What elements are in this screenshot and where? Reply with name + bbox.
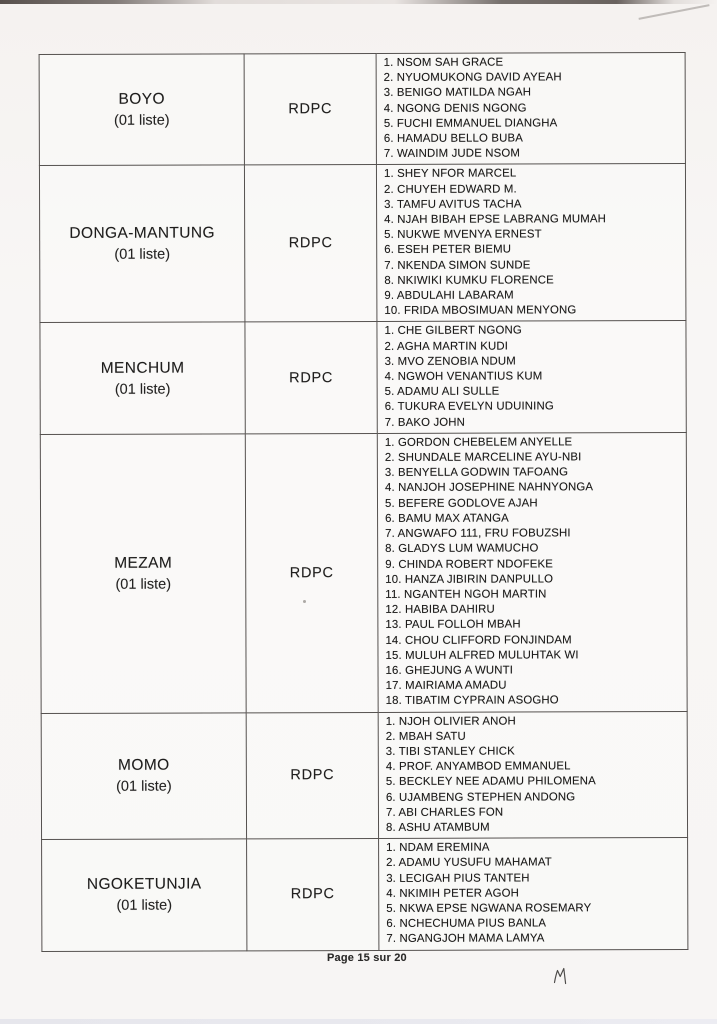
division-name: DONGA-MANTUNG: [69, 224, 215, 243]
liste-count-label: (01 liste): [115, 576, 172, 593]
division-cell: [40, 434, 246, 713]
division-name: MEZAM: [114, 554, 173, 572]
candidate-line: 1. GORDON CHEBELEM ANYELLE: [384, 436, 573, 449]
candidate-line: 7. WAINDIM JUDE NSOM: [383, 147, 521, 161]
division-name: NGOKETUNJIA: [86, 875, 202, 894]
party-cell: [246, 712, 378, 839]
candidate-line: 2. NYUOMUKONG DAVID AYEAH: [383, 71, 562, 85]
table-row: [39, 164, 685, 323]
party-label: RDPC: [290, 886, 335, 903]
candidate-line: 10. HANZA JIBIRIN DANPULLO: [385, 573, 554, 586]
candidate-line: 3. MVO ZENOBIA NDUM: [384, 355, 516, 368]
candidate-line: 6. UJAMBENG STEPHEN ANDONG: [385, 790, 576, 804]
candidate-line: 7. ABI CHARLES FON: [385, 806, 504, 819]
candidate-line: 6. HAMADU BELLO BUBA: [383, 132, 523, 145]
party-cell: [245, 322, 377, 434]
candidate-line: 8. GLADYS LUM WAMUCHO: [385, 542, 539, 556]
candidate-line: 4. NJAH BIBAH EPSE LABRANG MUMAH: [384, 213, 607, 226]
party-cell: [244, 165, 376, 322]
candidates-cell: [378, 711, 687, 839]
party-cell: [245, 433, 378, 712]
candidate-lists-table: [39, 52, 689, 952]
candidate-line: 5. ADAMU ALI SULLE: [384, 385, 500, 399]
candidate-line: 5. BEFERE GODLOVE AJAH: [384, 497, 538, 510]
candidate-line: 16. GHEJUNG A WUNTI: [385, 664, 514, 677]
candidate-line: 10. FRIDA MBOSIMUAN MENYONG: [384, 304, 577, 318]
candidate-line: 9. CHINDA ROBERT NDOFEKE: [385, 557, 553, 571]
candidate-line: 6. BAMU MAX ATANGA: [385, 512, 509, 525]
candidates-cell: [379, 838, 688, 950]
candidate-line: 11. NGANTEH NGOH MARTIN: [385, 588, 547, 601]
handwritten-mark: [552, 965, 572, 989]
candidate-line: 17. MAIRIAMA AMADU: [385, 679, 507, 693]
party-label: RDPC: [289, 369, 334, 386]
candidate-line: 5. BECKLEY NEE ADAMU PHILOMENA: [385, 775, 596, 789]
candidate-line: 2. MBAH SATU: [385, 730, 466, 743]
candidates-cell: [376, 164, 685, 322]
division-cell: [41, 712, 246, 839]
candidate-line: 14. CHOU CLIFFORD FONJINDAM: [385, 633, 572, 647]
candidate-line: 2. AGHA MARTIN KUDI: [384, 340, 509, 353]
candidates-cell: [376, 52, 685, 164]
party-label: RDPC: [288, 235, 333, 252]
candidate-line: 3. BENYELLA GODWIN TAFOANG: [384, 466, 569, 480]
candidate-line: 12. HABIBA DAHIRU: [385, 603, 495, 617]
candidate-line: 5. FUCHI EMMANUEL DIANGHA: [383, 117, 558, 130]
table-row: [40, 432, 687, 713]
candidate-line: 9. ABDULAHI LABARAM: [384, 289, 514, 302]
party-cell: [244, 53, 376, 165]
candidate-line: 4. PROF. ANYAMBOD EMMANUEL: [385, 760, 571, 774]
candidate-line: 8. NKIWIKI KUMKU FLORENCE: [384, 274, 554, 287]
party-label: RDPC: [290, 767, 335, 784]
scan-edge-artifact-bottom: [0, 1019, 717, 1024]
division-cell: [40, 322, 245, 434]
candidate-line: 8. ASHU ATAMBUM: [386, 821, 490, 834]
candidate-line: 4. NANJOH JOSEPHINE NAHNYONGA: [384, 481, 594, 495]
division-cell: [42, 839, 247, 951]
candidate-line: 3. TAMFU AVITUS TACHA: [384, 198, 522, 211]
candidate-line: 6. ESEH PETER BIEMU: [384, 243, 512, 257]
division-cell: [39, 54, 244, 166]
liste-count-label: (01 liste): [116, 897, 173, 915]
liste-count-label: (01 liste): [116, 778, 172, 796]
liste-count-label: (01 liste): [113, 112, 170, 129]
candidate-line: 5. NUKWE MVENYA ERNEST: [384, 228, 542, 242]
liste-count-label: (01 liste): [114, 381, 171, 398]
candidates-cell: [377, 321, 686, 433]
candidate-line: 4. NGWOH VENANTIUS KUM: [384, 370, 543, 383]
scan-dot-artifact: [303, 600, 306, 603]
candidate-line: 3. TIBI STANLEY CHICK: [385, 745, 515, 758]
candidate-line: 6. TUKURA EVELYN UDUINING: [384, 400, 554, 414]
candidate-line: 1. NSOM SAH GRACE: [383, 56, 504, 69]
page-number-footer: Page 15 sur 20: [327, 952, 407, 964]
division-name: BOYO: [118, 90, 165, 108]
candidate-line: 6. NCHECHUMA PIUS BANLA: [386, 917, 547, 931]
candidate-line: 7. NKENDA SIMON SUNDE: [384, 259, 531, 272]
candidate-line: 1. NJOH OLIVIER ANOH: [385, 715, 516, 728]
candidate-line: 18. TIBATIM CYPRAIN ASOGHO: [385, 694, 559, 708]
division-name: MENCHUM: [100, 359, 185, 377]
scan-scratch-artifact: [639, 4, 710, 19]
candidate-line: 1. SHEY NFOR MARCEL: [383, 167, 517, 181]
candidate-line: 3. LECIGAH PIUS TANTEH: [386, 872, 530, 885]
table-row: [41, 711, 687, 840]
division-name: MOMO: [118, 756, 170, 775]
candidate-line: 5. NKWA EPSE NGWANA ROSEMARY: [386, 902, 592, 915]
party-cell: [247, 839, 379, 951]
candidate-line: 1. CHE GILBERT NGONG: [384, 324, 522, 338]
scan-edge-artifact-top: [0, 0, 717, 4]
party-label: RDPC: [289, 564, 334, 581]
candidate-line: 2. SHUNDALE MARCELINE AYU-NBI: [384, 451, 582, 465]
candidate-line: 1. NDAM EREMINA: [386, 841, 490, 855]
candidate-line: 7. NGANGJOH MAMA LAMYA: [386, 932, 545, 946]
party-label: RDPC: [288, 101, 333, 118]
candidate-line: 4. NGONG DENIS NGONG: [383, 102, 527, 115]
candidate-line: 7. ANGWAFO 111, FRU FOBUZSHI: [385, 527, 571, 541]
division-cell: [39, 165, 244, 323]
table-row: [39, 52, 685, 165]
candidate-line: 2. CHUYEH EDWARD M.: [384, 183, 517, 196]
candidate-line: 4. NKIMIH PETER AGOH: [386, 887, 520, 900]
table-row: [42, 838, 688, 951]
candidate-line: 15. MULUH ALFRED MULUHTAK WI: [385, 649, 579, 662]
candidate-line: 2. ADAMU YUSUFU MAHAMAT: [386, 856, 552, 870]
candidate-line: 7. BAKO JOHN: [384, 416, 466, 429]
candidate-line: 13. PAUL FOLLOH MBAH: [385, 618, 521, 632]
candidates-cell: [377, 432, 687, 712]
candidate-line: 3. BENIGO MATILDA NGAH: [383, 86, 532, 100]
liste-count-label: (01 liste): [114, 247, 171, 264]
table-row: [40, 321, 686, 434]
